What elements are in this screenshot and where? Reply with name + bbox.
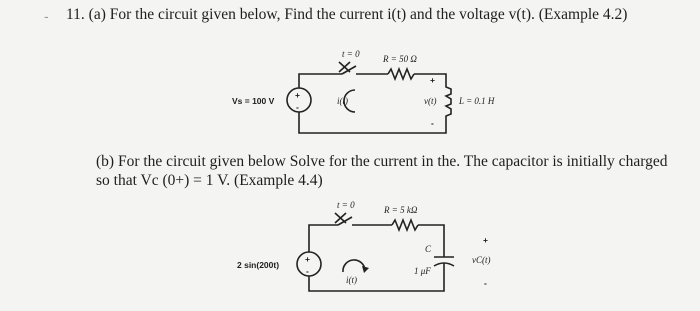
bullet-dash: -	[44, 8, 49, 24]
circuit-a-resistor	[388, 69, 414, 79]
circuit-b-voltage-plus: +	[483, 235, 488, 245]
circuit-a-wire-bottom	[299, 112, 446, 133]
question-part-b-line-2: so that Vc (0+) = 1 V. (Example 4.4)	[96, 172, 323, 189]
circuit-a-voltage-plus: +	[430, 75, 435, 85]
circuit-a-resistor-label: R = 50 Ω	[383, 54, 417, 64]
circuit-b-capacitor-label: C	[425, 244, 432, 254]
circuit-a-voltage-minus: -	[431, 118, 434, 128]
circuit-b-current-arrow	[343, 260, 365, 272]
circuit-a-wire-left-top	[299, 74, 342, 88]
question-part-a: 11. (a) For the circuit given below, Find the current i(t) and the voltage v(t). (Example 4.2)	[66, 6, 628, 23]
question-part-b-line-1: (b) For the circuit given below Solve for the current in the. The capacitor is initially charged	[96, 153, 668, 170]
circuit-b-current-arrowhead	[362, 266, 369, 273]
circuit-b-current-label: i(t)	[346, 275, 357, 285]
circuit-a	[232, 49, 495, 133]
circuit-a-current-label: i(t)	[337, 96, 348, 106]
circuit-b-voltage-label: vC(t)	[472, 255, 491, 265]
circuit-b	[237, 200, 491, 291]
circuit-b-resistor	[392, 220, 418, 230]
circuit-a-inductor-label: L = 0.1 H	[459, 96, 495, 106]
circuit-a-inductor	[446, 86, 451, 127]
circuit-b-source-minus: -	[306, 266, 309, 276]
circuit-b-switch-label: t = 0	[337, 200, 355, 210]
circuit-b-source-plus: +	[305, 254, 310, 264]
circuit-a-source-label: Vs = 100 V	[232, 96, 275, 106]
circuit-a-voltage-label: v(t)	[424, 96, 437, 106]
circuit-a-source-minus: -	[296, 102, 299, 112]
circuit-b-voltage-minus: -	[484, 278, 487, 288]
circuit-b-resistor-label: R = 5 kΩ	[384, 205, 418, 215]
circuit-b-source-label: 2 sin(200t)	[237, 260, 280, 270]
circuit-b-capacitor-value: 1 μF	[414, 266, 431, 276]
circuit-a-source-plus: +	[295, 90, 300, 100]
circuit-a-switch-label: t = 0	[342, 49, 360, 59]
circuit-b-wire-left-top	[309, 225, 338, 252]
